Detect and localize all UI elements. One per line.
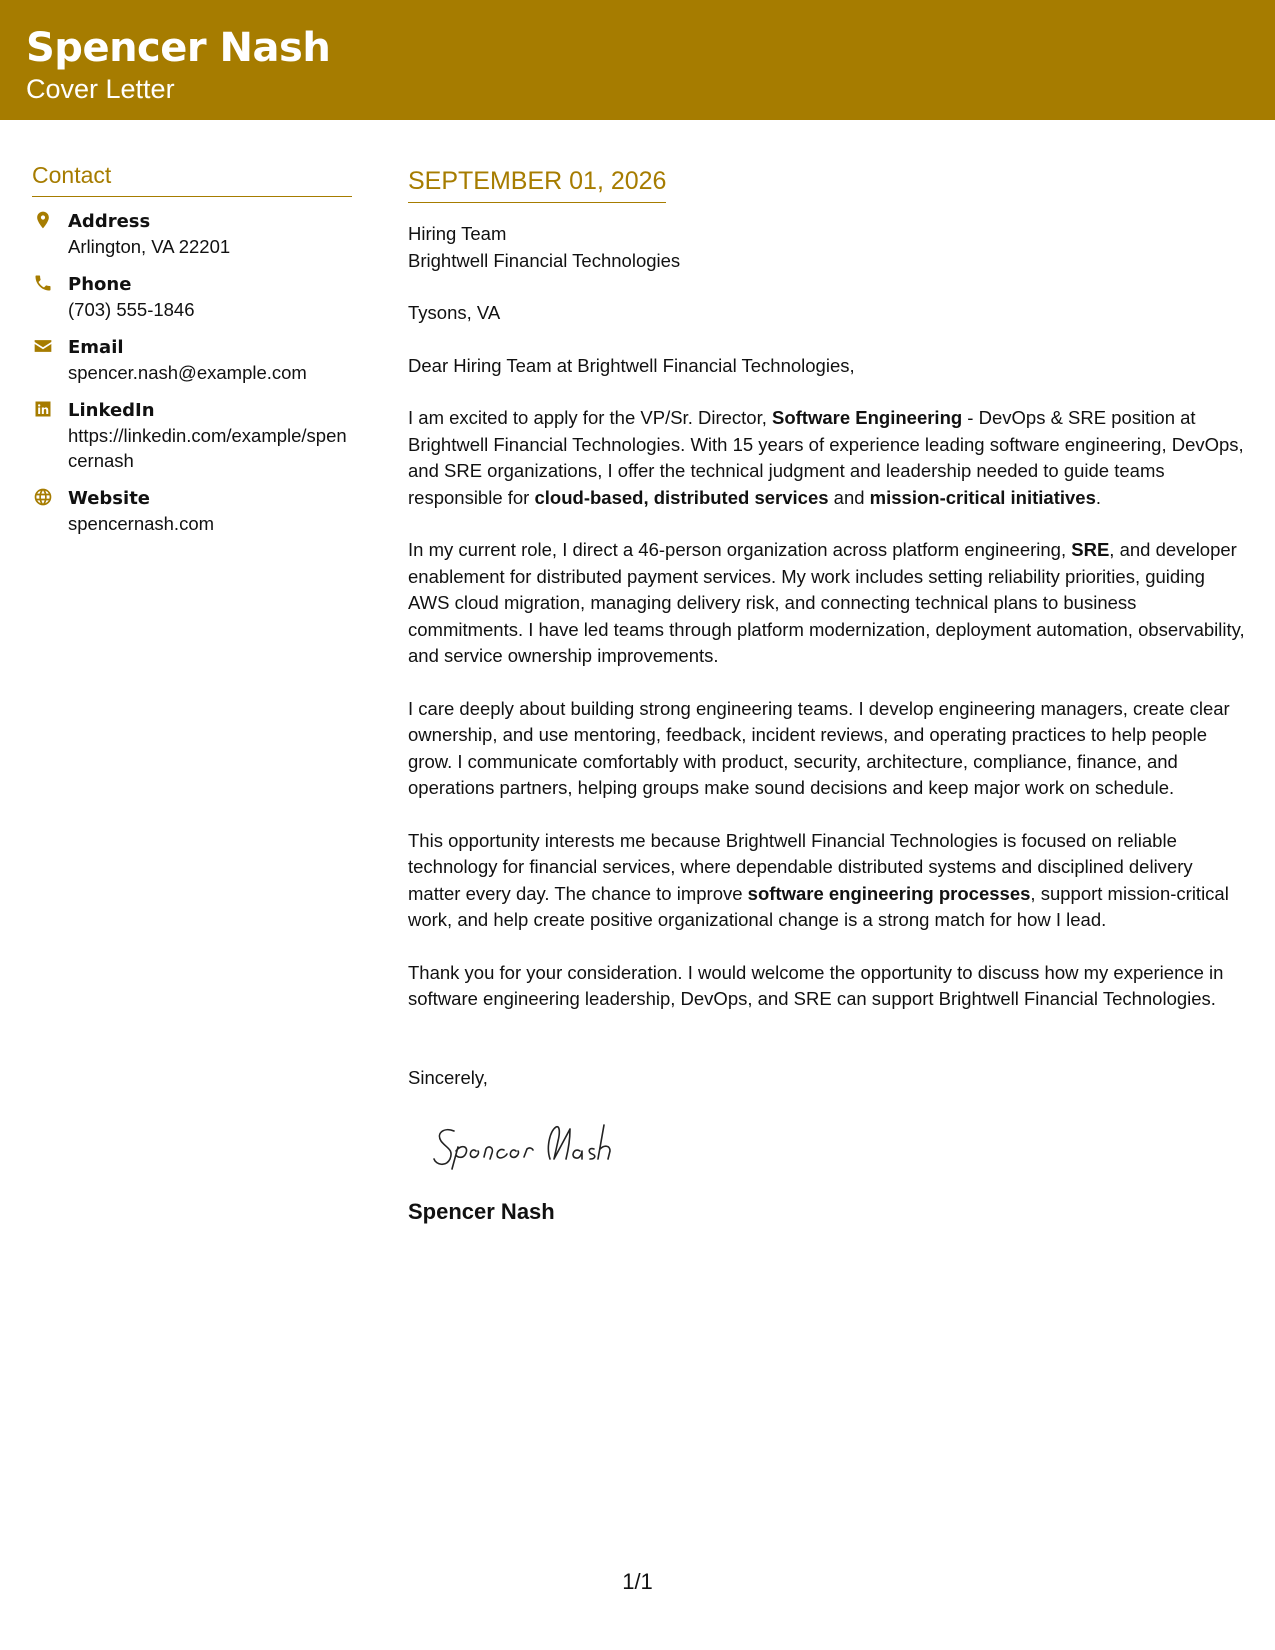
contact-label-email: Email bbox=[68, 337, 124, 358]
contact-label-linkedin: LinkedIn bbox=[68, 400, 155, 421]
signature-drawing bbox=[432, 1117, 662, 1175]
paragraph-text: In my current role, I direct a 46-person organization across platform engineering, bbox=[408, 539, 1072, 560]
contact-value-email[interactable]: spencer.nash@example.com bbox=[68, 362, 307, 383]
handwritten-signature bbox=[432, 1117, 712, 1187]
contact-value-linkedin[interactable]: https://linkedin.com/example/spencernash bbox=[68, 425, 347, 471]
recipient-name: Hiring Team bbox=[408, 223, 507, 244]
paragraph-4 bbox=[408, 828, 1250, 934]
paragraph-text: and bbox=[828, 486, 870, 508]
paragraph-text: - DevOps & SRE position at Brightwell Financial Technologies. With 15 years of experience leading software engineering, DevOps, and SRE organizations, I offer the technical judgment and leadership needed to guide teams responsible for bbox=[408, 407, 1244, 508]
contact-sidebar bbox=[32, 160, 352, 549]
paragraph-text: , support mission-critical work, and help create positive organizational change is a strong match for how I lead. bbox=[408, 882, 1229, 930]
contact-item-phone bbox=[32, 272, 352, 322]
contact-value-phone: (703) 555-1846 bbox=[68, 299, 195, 320]
paragraph-emphasis: SRE bbox=[1071, 539, 1110, 560]
phone-icon bbox=[32, 273, 54, 295]
contact-list bbox=[32, 209, 352, 536]
recipient-company: Brightwell Financial Technologies bbox=[408, 249, 681, 271]
author-name: Spencer Nash bbox=[26, 25, 331, 71]
contact-label-address: Address bbox=[68, 211, 151, 232]
paragraph-emphasis: Software Engineering bbox=[772, 407, 963, 428]
closing: Sincerely, bbox=[408, 1066, 488, 1088]
contact-value-website[interactable]: spencernash.com bbox=[68, 513, 215, 534]
paragraph-3: I care deeply about building strong engineering teams. I develop engineering managers, create clear ownership, and use mentoring, feedback, incident reviews, and operating practices to help people grow. I communicate comfortably with product, security, architecture, compliance, finance, and operations partners, helping groups make sound decisions and keep major work on schedule. bbox=[408, 697, 1230, 798]
paragraph-emphasis: software engineering processes bbox=[747, 882, 1031, 904]
contact-item-address bbox=[32, 209, 352, 259]
recipient-block bbox=[408, 221, 1250, 274]
letter-date: SEPTEMBER 01, 2026 bbox=[408, 167, 667, 195]
paragraph-1 bbox=[408, 405, 1250, 511]
salutation: Dear Hiring Team at Brightwell Financial Technologies, bbox=[408, 354, 855, 376]
contact-value-address: Arlington, VA 22201 bbox=[68, 236, 231, 257]
paragraph-text: I am excited to apply for the VP/Sr. Director, bbox=[408, 407, 772, 428]
date-block bbox=[408, 164, 666, 203]
recipient-location: Tysons, VA bbox=[408, 302, 501, 323]
paragraph-2 bbox=[408, 537, 1250, 670]
paragraph-text: , and developer enablement for distributed payment services. My work includes setting reliability priorities, guiding AWS cloud migration, managing delivery risk, and connecting technical plans to business commitments. I have led teams through platform modernization, deployment automation, observability, and service ownership improvements. bbox=[408, 539, 1245, 666]
paragraph-emphasis: cloud-based, distributed services bbox=[534, 486, 829, 508]
signer-name: Spencer Nash bbox=[408, 1199, 555, 1224]
contact-item-website bbox=[32, 486, 352, 536]
document-subtitle: Cover Letter bbox=[26, 74, 175, 104]
contact-item-email bbox=[32, 335, 352, 385]
envelope-icon bbox=[32, 336, 54, 358]
linkedin-icon bbox=[32, 399, 54, 421]
contact-label-phone: Phone bbox=[68, 274, 132, 295]
contact-label-website: Website bbox=[68, 488, 151, 509]
contact-item-linkedin bbox=[32, 398, 352, 473]
paragraph-emphasis: mission-critical initiatives bbox=[869, 486, 1096, 508]
map-pin-icon bbox=[32, 210, 54, 232]
page-header bbox=[0, 0, 1275, 120]
contact-section-title: Contact bbox=[32, 160, 352, 197]
paragraph-text: This opportunity interests me because Brightwell Financial Technologies is focused on reliable technology for financial services, where dependable distributed systems and disciplined delivery matter every day. The chance to improve bbox=[408, 829, 1193, 904]
paragraph-text: . bbox=[1095, 486, 1102, 508]
paragraph-5: Thank you for your consideration. I would welcome the opportunity to discuss how my experience in software engineering leadership, DevOps, and SRE can support Brightwell Financial Technologies. bbox=[408, 961, 1224, 1009]
globe-icon bbox=[32, 487, 54, 509]
letter-body bbox=[408, 164, 1250, 1227]
page-number: 1/1 bbox=[622, 1569, 653, 1594]
